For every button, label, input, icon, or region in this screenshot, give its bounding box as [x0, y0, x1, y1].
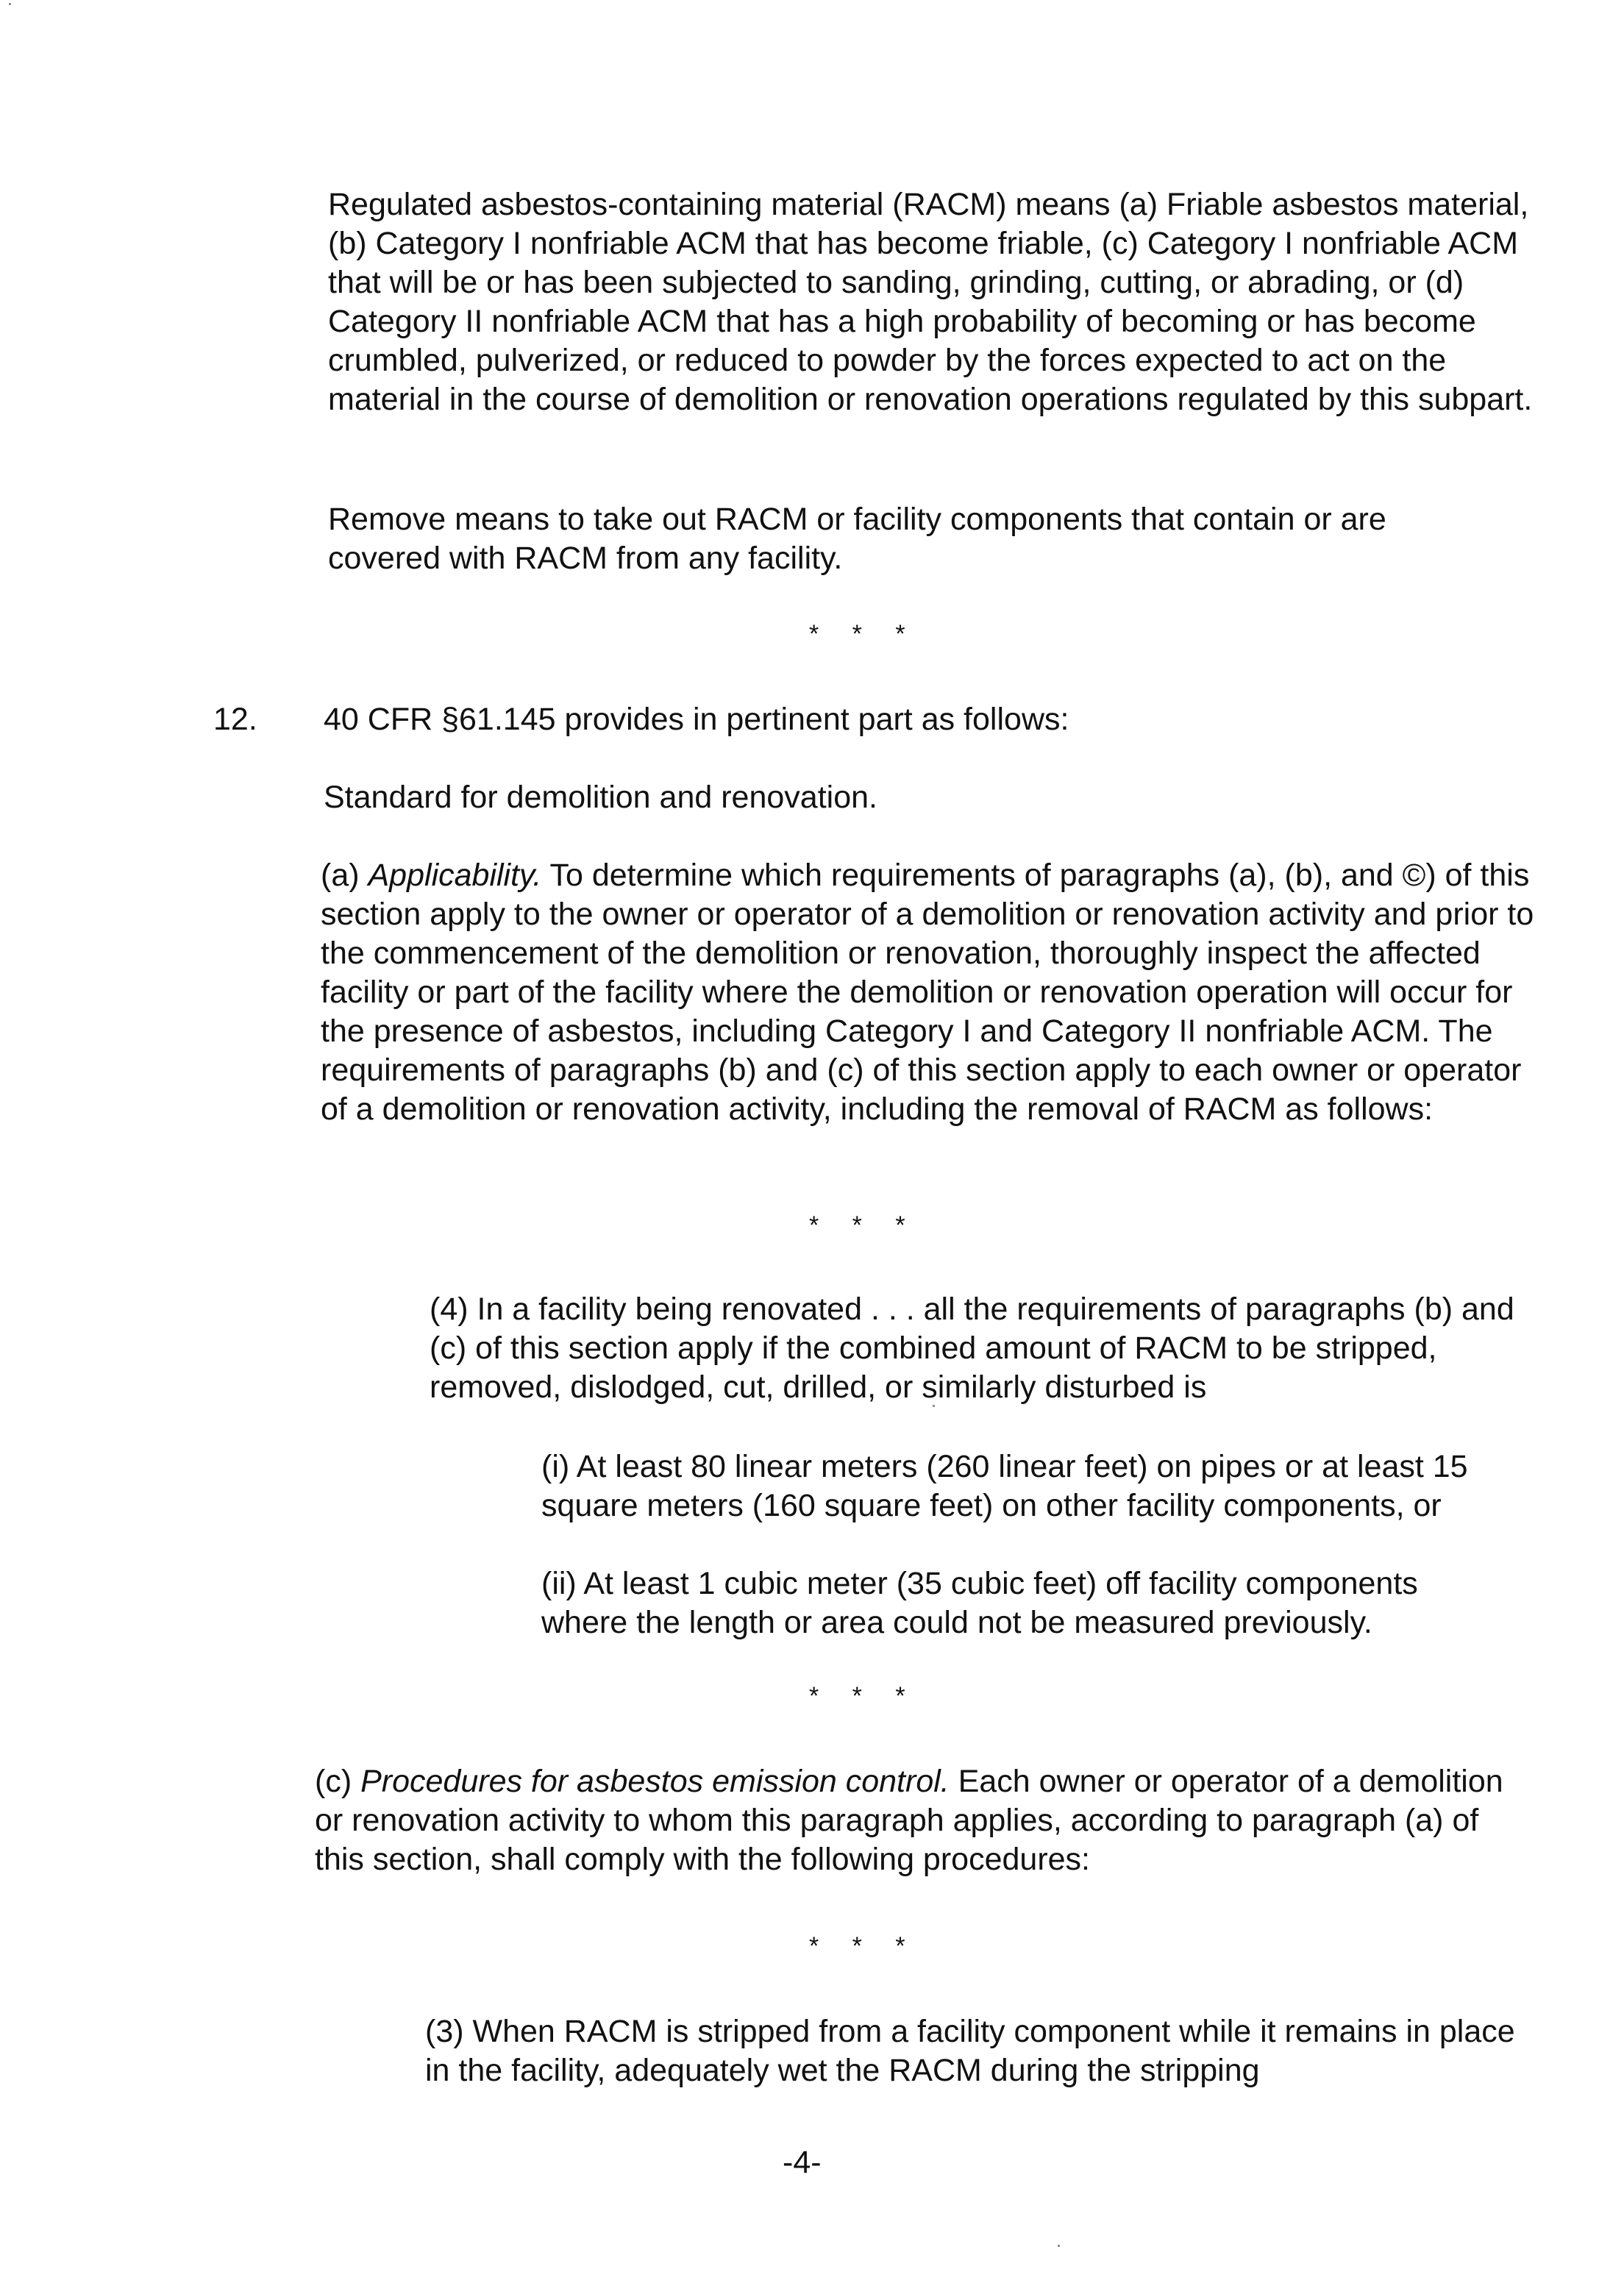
procedures-text: Each owner or operator of a demolition or renovation activity to whom this paragraph applies, according to paragraph (a) of this section, shall comply with the following procedures: — [315, 1764, 1503, 1877]
section-break-stars: * * * — [809, 1932, 919, 1960]
subparagraph-i: (i) At least 80 linear meters (260 linear feet) on pipes or at least 15 square meters (160 square feet) on other facility components, or — [541, 1449, 1468, 1523]
procedures-paragraph — [315, 1762, 1521, 1879]
scan-speck — [9, 3, 11, 5]
applicability-prefix: (a) — [321, 858, 368, 893]
item-text: 40 CFR §61.145 provides in pertinent part as follows: — [324, 702, 1069, 737]
subparagraph-ii: (ii) At least 1 cubic meter (35 cubic feet) off facility components where the length or area could not be measured previously. — [541, 1566, 1418, 1640]
section-break-stars: * * * — [809, 1211, 919, 1239]
applicability-text: To determine which requirements of paragraphs (a), (b), and ©) of this section apply to the owner or operator of a demolition or renovation activity and prior to the commencement of the demolition or renovation, thoroughly inspect the affected facility or part of the facility where the demolition or renovation operation will occur for the presence of asbestos, including Category I and Category II nonfriable ACM. The requirements of paragraphs (b) and (c) of this section apply to each owner or operator of a demolition or renovation activity, including the removal of RACM as follows: — [321, 858, 1534, 1127]
applicability-heading: Applicability. — [368, 858, 542, 893]
racm-definition-paragraph: Regulated asbestos-containing material (RACM) means (a) Friable asbestos material, (b) Category I nonfriable ACM that has become friable, (c) Category I nonfriable ACM that will be or has been subjected to sanding, grinding, cutting, or abrading, or (d) Category II nonfriable ACM that has a high probability of becoming or has become crumbled, pulverized, or reduced to powder by the forces expected to act on the material in the course of demolition or renovation operations regulated by this subpart. — [328, 187, 1533, 417]
scan-speck — [1058, 2245, 1060, 2247]
stripping-paragraph: (3) When RACM is stripped from a facility component while it remains in place in the facility, adequately wet the RACM during the stripping — [425, 2014, 1515, 2088]
procedures-prefix: (c) — [315, 1764, 361, 1799]
page-number: -4- — [783, 2145, 822, 2180]
standard-title: Standard for demolition and renovation. — [324, 780, 877, 815]
item-number: 12. — [213, 702, 257, 737]
applicability-paragraph — [321, 856, 1542, 1129]
procedures-heading: Procedures for asbestos emission control. — [360, 1764, 950, 1799]
renovated-facility-paragraph: (4) In a facility being renovated . . . all the requirements of paragraphs (b) and (c) of this section apply if the combined amount of RACM to be stripped, removed, dislodged, cut, drilled, or similarly disturbed is — [430, 1292, 1514, 1405]
section-break-stars: * * * — [809, 620, 919, 648]
section-break-stars: * * * — [809, 1682, 919, 1710]
remove-definition-paragraph: Remove means to take out RACM or facility components that contain or are covered with RACM from any facility. — [328, 502, 1386, 576]
